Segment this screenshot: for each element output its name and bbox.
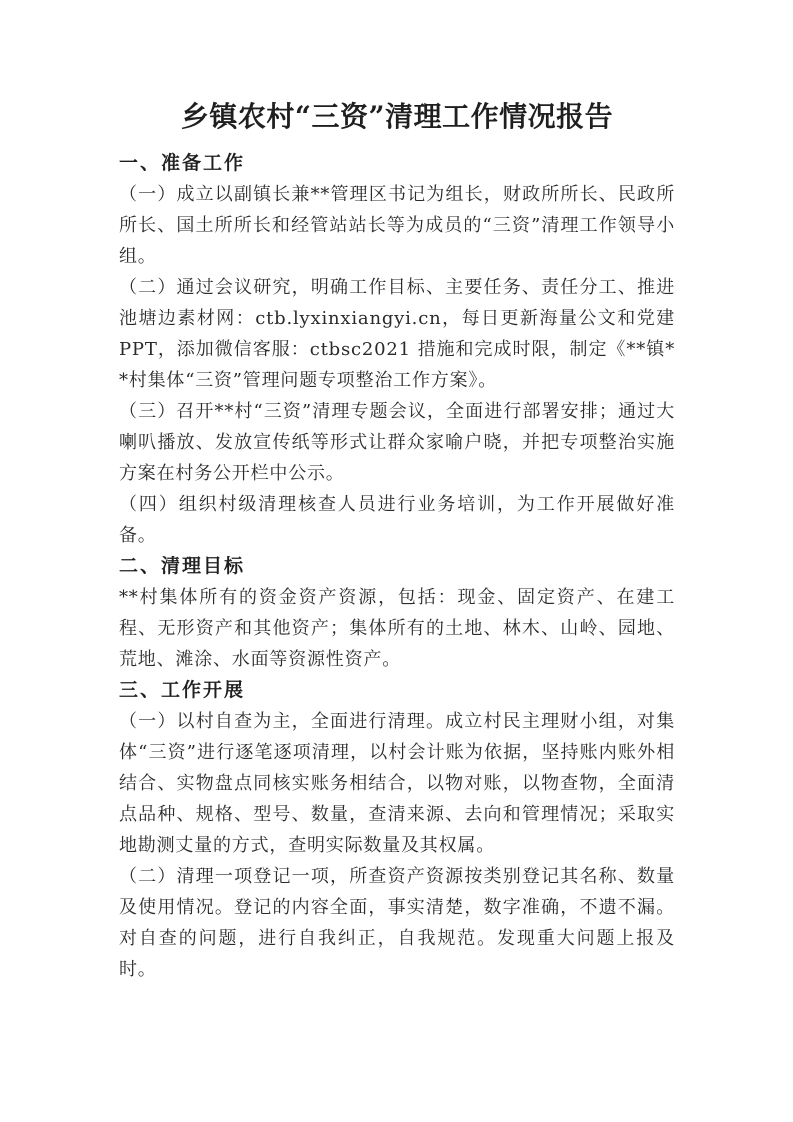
paragraph: （二）通过会议研究，明确工作目标、主要任务、责任分工、推进池塘边素材网：ctb.lyxinxiangyi.cn，每日更新海量公文和党建 PPT，添加微信客服：ctbsc2021 措施和完成时限，制定《**镇**村集体“三资”管理问题专项整治工作方案》。 [119, 277, 675, 391]
section-preparation [119, 148, 675, 551]
section-work-progress [119, 675, 675, 985]
paragraph: （二）清理一项登记一项，所查资产资源按类别登记其名称、数量及使用情况。登记的内容全面，事实清楚，数字准确，不遗不漏。对自查的问题，进行自我纠正，自我规范。发现重大问题上报及时。 [119, 866, 675, 980]
section-cleanup-goals [119, 551, 675, 675]
document-body [119, 92, 675, 985]
section-heading: 三、工作开展 [119, 679, 246, 701]
section-heading: 一、准备工作 [119, 152, 246, 174]
paragraph: （四）组织村级清理核查人员进行业务培训，为工作开展做好准备。 [119, 494, 675, 546]
paragraph: （一）成立以副镇长兼**管理区书记为组长，财政所所长、民政所所长、国土所所长和经管站站长等为成员的“三资”清理工作领导小组。 [119, 184, 675, 267]
paragraph: **村集体所有的资金资产资源，包括：现金、固定资产、在建工程、无形资产和其他资产；集体所有的土地、林木、山岭、园地、荒地、滩涂、水面等资源性资产。 [119, 587, 675, 670]
document-title: 乡镇农村“三资”清理工作情况报告 [180, 100, 614, 133]
paragraph: （一）以村自查为主，全面进行清理。成立村民主理财小组，对集体“三资”进行逐笔逐项清理，以村会计账为依据，坚持账内账外相结合、实物盘点同核实账务相结合，以物对账，以物查物，全面清点品种、规格、型号、数量，查清来源、去向和管理情况；采取实地勘测丈量的方式，查明实际数量及其权属。 [119, 711, 675, 856]
section-heading: 二、清理目标 [119, 555, 246, 577]
paragraph: （三）召开**村“三资”清理专题会议，全面进行部署安排；通过大喇叭播放、发放宣传纸等形式让群众家喻户晓，并把专项整治实施方案在村务公开栏中公示。 [119, 401, 675, 484]
